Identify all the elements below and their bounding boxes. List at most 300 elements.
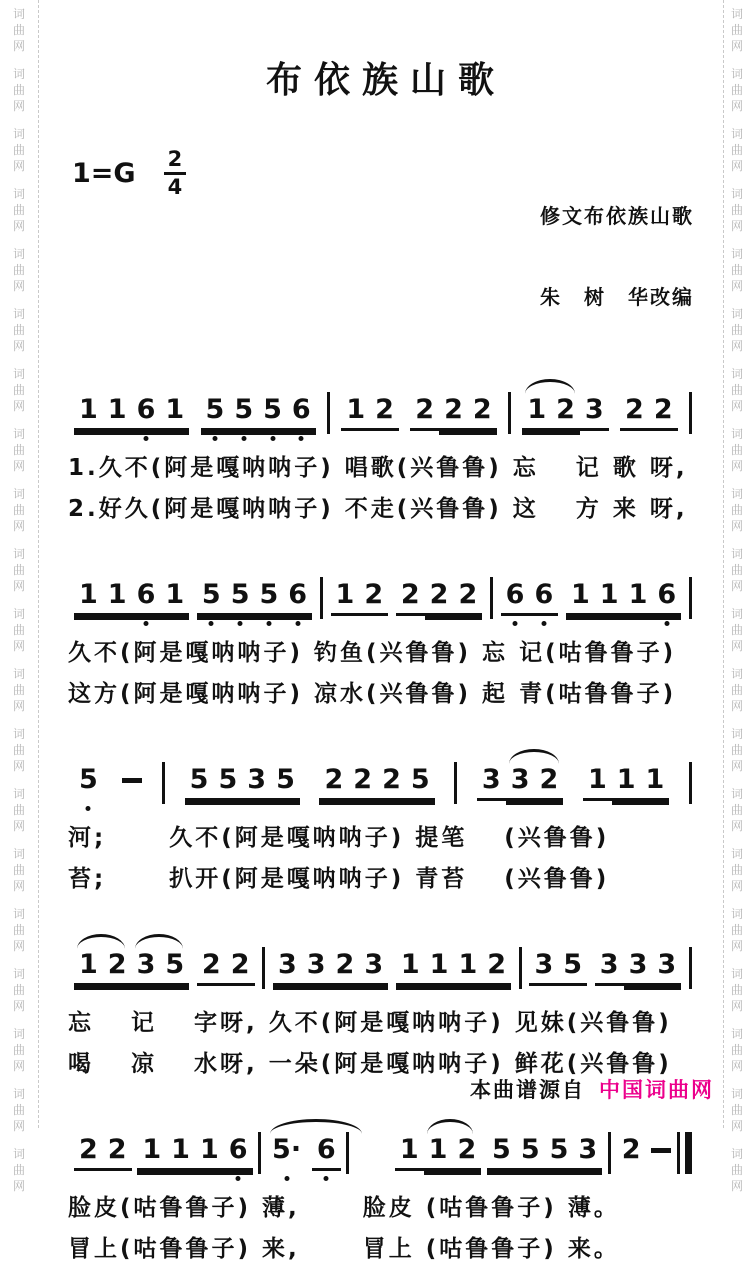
watermark-group (731, 488, 743, 533)
watermark-char: 曲 (12, 23, 25, 37)
barline (508, 392, 511, 434)
barline (262, 947, 265, 989)
note-token: 1 (566, 580, 595, 616)
note-token: 5· (267, 1135, 306, 1168)
note-token: 5 (197, 580, 226, 616)
watermark-group (13, 908, 25, 953)
barline (320, 577, 323, 619)
watermark-char: 词 (12, 847, 25, 861)
note-token: 2 (319, 765, 348, 801)
watermark-char: 网 (730, 99, 743, 113)
note-token: 5 (258, 395, 287, 431)
note-token: 2 (103, 1135, 132, 1171)
watermark-char: 网 (12, 1179, 25, 1193)
watermark-char: 词 (730, 1027, 743, 1041)
barline (454, 762, 457, 804)
note-token: 1 (166, 1135, 195, 1171)
barline (162, 762, 165, 804)
watermark-char: 网 (730, 519, 743, 533)
lyric-line: 苔; 扒开(阿是嘎呐呐子) 青苔 (兴鲁鲁) (68, 866, 610, 892)
note-group (529, 950, 587, 986)
watermark-char: 曲 (730, 503, 743, 517)
note-token: 1 (425, 950, 454, 986)
footer-prefix: 本曲谱源自 (470, 1078, 585, 1102)
note-group (617, 1135, 646, 1168)
watermark-group (13, 788, 25, 833)
lyric-line: 久不(阿是嘎呐呐子) 钓鱼(兴鲁鲁) 忘 记(咕鲁鲁子) (68, 640, 677, 666)
watermark-group (13, 668, 25, 713)
note-token: 6 (501, 580, 530, 616)
watermark-char: 网 (12, 399, 25, 413)
watermark-group (13, 1148, 25, 1193)
watermark-char: 网 (730, 699, 743, 713)
watermark-char: 网 (730, 639, 743, 653)
note-token: 1 (583, 765, 612, 801)
watermark-char: 词 (730, 187, 743, 201)
watermark-char: 词 (730, 607, 743, 621)
watermark-char: 词 (730, 967, 743, 981)
note-token: 5 (545, 1135, 574, 1171)
note-group (185, 765, 300, 801)
watermark-char: 曲 (730, 1103, 743, 1117)
watermark-group (731, 248, 743, 293)
watermark-char: 曲 (730, 863, 743, 877)
watermark-group (731, 1028, 743, 1073)
note-token: 2 (649, 395, 678, 431)
watermark-char: 网 (12, 579, 25, 593)
note-row (60, 765, 700, 804)
note-group (583, 765, 669, 801)
watermark-group (731, 848, 743, 893)
note-group (74, 950, 189, 986)
note-token: 2 (425, 580, 454, 616)
watermark-char: 曲 (12, 503, 25, 517)
barline (608, 1132, 611, 1174)
note-token: 2 (348, 765, 377, 801)
watermark-char: 网 (730, 39, 743, 53)
watermark-group (13, 368, 25, 413)
dash-extension (651, 1148, 671, 1153)
watermark-char: 词 (12, 547, 25, 561)
watermark-char: 曲 (12, 743, 25, 757)
note-token: 3 (573, 1135, 602, 1171)
watermark-group (13, 1088, 25, 1133)
note-group (477, 765, 563, 801)
note-token: 1 (595, 580, 624, 616)
note-group (331, 580, 389, 616)
credit-line-1: 修文布依族山歌 (540, 204, 694, 228)
key-label: 1=G (72, 158, 136, 189)
watermark-group (731, 608, 743, 653)
watermark-char: 曲 (12, 263, 25, 277)
watermark-char: 词 (730, 667, 743, 681)
note-token: 6 (283, 580, 312, 616)
watermark-char: 网 (12, 459, 25, 473)
watermark-char: 网 (12, 879, 25, 893)
note-token: 2 (197, 950, 226, 986)
barline (689, 392, 692, 434)
watermark-char: 网 (12, 699, 25, 713)
watermark-group (731, 308, 743, 353)
note-token: 1 (522, 395, 551, 431)
lyric-line: 忘 记 字呀, 久不(阿是嘎呐呐子) 见妹(兴鲁鲁) (68, 1010, 672, 1036)
slur-arc (77, 934, 125, 949)
note-token: 2 (453, 580, 482, 616)
watermark-char: 曲 (730, 743, 743, 757)
note-group (410, 395, 496, 431)
note-token: 1 (641, 765, 670, 801)
watermark-char: 词 (12, 427, 25, 441)
watermark-char: 网 (730, 759, 743, 773)
lyric-line: 冒上(咕鲁鲁子) 来, 冒上 (咕鲁鲁子) 来。 (68, 1236, 620, 1262)
watermark-char: 词 (12, 1147, 25, 1161)
watermark-char: 词 (730, 487, 743, 501)
note-token: 5 (487, 1135, 516, 1171)
note-token: 6 (312, 1135, 341, 1171)
note-token: 5 (160, 950, 189, 986)
note-token: 3 (242, 765, 271, 801)
barline (519, 947, 522, 989)
slur-arc (509, 749, 559, 764)
note-token: 2 (396, 580, 425, 616)
watermark-char: 网 (730, 399, 743, 413)
note-token: 1 (103, 395, 132, 431)
watermark-group (13, 488, 25, 533)
watermark-char: 网 (730, 819, 743, 833)
score-header (60, 149, 700, 365)
watermark-char: 网 (12, 819, 25, 833)
note-token: 2 (377, 765, 406, 801)
left-watermark-column (0, 0, 39, 1193)
watermark-char: 网 (12, 219, 25, 233)
right-watermark-column (723, 0, 750, 1193)
note-token: 6 (287, 395, 316, 431)
note-token: 2 (620, 395, 649, 431)
watermark-char: 曲 (730, 983, 743, 997)
watermark-group (13, 968, 25, 1013)
note-group (74, 765, 103, 798)
note-token: 5 (74, 765, 103, 798)
watermark-char: 词 (730, 547, 743, 561)
note-token: 5 (271, 765, 300, 801)
watermark-char: 词 (730, 907, 743, 921)
music-system (60, 395, 700, 530)
watermark-char: 词 (12, 67, 25, 81)
slur-arc (427, 1119, 473, 1134)
watermark-char: 词 (12, 907, 25, 921)
watermark-char: 网 (12, 159, 25, 173)
note-token: 5 (558, 950, 587, 986)
watermark-group (13, 188, 25, 233)
watermark-char: 网 (730, 1059, 743, 1073)
note-token: 2 (621, 1134, 641, 1165)
watermark-group (13, 428, 25, 473)
note-group (312, 1135, 341, 1171)
note-token: 3 (477, 765, 506, 801)
spacer (355, 1135, 389, 1136)
note-token: 3 (624, 950, 653, 986)
watermark-group (13, 848, 25, 893)
note-token: 2 (551, 395, 580, 431)
note-group (395, 1135, 481, 1171)
music-system (60, 765, 700, 900)
watermark-group (731, 1148, 743, 1193)
watermark-group (731, 368, 743, 413)
watermark-char: 网 (12, 39, 25, 53)
watermark-char: 网 (730, 1179, 743, 1193)
note-group (487, 1135, 602, 1171)
note-token: 1 (195, 1135, 224, 1171)
note-token: 2 (226, 950, 255, 986)
watermark-char: 曲 (12, 563, 25, 577)
watermark-char: 曲 (12, 1103, 25, 1117)
note-group (197, 950, 255, 986)
watermark-group (731, 68, 743, 113)
watermark-char: 曲 (12, 323, 25, 337)
note-token: 5 (229, 395, 258, 431)
note-group (267, 1135, 306, 1168)
note-token: 3 (529, 950, 558, 986)
watermark-char: 词 (12, 187, 25, 201)
note-group (74, 1135, 132, 1171)
note-token: 1 (137, 1135, 166, 1171)
watermark-group (13, 308, 25, 353)
note-token: 6 (224, 1135, 253, 1171)
note-group (74, 580, 189, 616)
watermark-char: 曲 (12, 923, 25, 937)
watermark-char: 词 (12, 787, 25, 801)
watermark-char: 曲 (730, 563, 743, 577)
note-token: 5 (255, 580, 284, 616)
note-token: 1 (331, 580, 360, 616)
time-denominator: 4 (167, 175, 183, 199)
barline (689, 577, 692, 619)
note-group (620, 395, 678, 431)
watermark-char: 网 (730, 999, 743, 1013)
watermark-char: 词 (12, 667, 25, 681)
note-token: 2 (370, 395, 399, 431)
key-signature (72, 149, 186, 198)
watermark-char: 词 (730, 307, 743, 321)
watermark-char: 网 (12, 339, 25, 353)
note-token: 1 (395, 1135, 424, 1171)
watermark-group (13, 1028, 25, 1073)
watermark-char: 网 (12, 939, 25, 953)
note-token: 2 (74, 1135, 103, 1171)
watermark-char: 曲 (730, 1043, 743, 1057)
note-token: 1 (396, 950, 425, 986)
note-token: 5 (213, 765, 242, 801)
note-row (60, 1135, 700, 1174)
note-token: 1 (341, 395, 370, 431)
watermark-char: 曲 (730, 803, 743, 817)
note-token: 1 (103, 580, 132, 616)
watermark-char: 词 (12, 1087, 25, 1101)
watermark-char: 曲 (730, 23, 743, 37)
note-token: 2 (331, 950, 360, 986)
watermark-char: 曲 (12, 1163, 25, 1177)
watermark-group (731, 128, 743, 173)
watermark-char: 曲 (730, 143, 743, 157)
watermark-char: 曲 (730, 263, 743, 277)
watermark-char: 曲 (12, 863, 25, 877)
watermark-char: 曲 (730, 323, 743, 337)
watermark-char: 网 (730, 939, 743, 953)
watermark-group (731, 188, 743, 233)
note-group (137, 1135, 252, 1171)
watermark-group (731, 428, 743, 473)
note-group (501, 580, 559, 616)
note-token: 6 (652, 580, 681, 616)
watermark-group (731, 728, 743, 773)
watermark-char: 网 (12, 99, 25, 113)
watermark-group (731, 908, 743, 953)
watermark-char: 网 (730, 339, 743, 353)
note-group (396, 580, 482, 616)
watermark-char: 词 (730, 847, 743, 861)
credit-line-2: 朱 树 华改编 (540, 285, 694, 309)
lyric-line: 喝 凉 水呀, 一朵(阿是嘎呐呐子) 鲜花(兴鲁鲁) (68, 1051, 672, 1077)
barline (689, 947, 692, 989)
watermark-char: 网 (12, 639, 25, 653)
watermark-group (13, 8, 25, 53)
watermark-char: 曲 (12, 983, 25, 997)
note-token: 6 (132, 580, 161, 616)
watermark-char: 词 (12, 967, 25, 981)
music-system (60, 580, 700, 715)
watermark-char: 网 (730, 1119, 743, 1133)
watermark-char: 曲 (730, 383, 743, 397)
watermark-char: 网 (12, 759, 25, 773)
watermark-group (731, 1088, 743, 1133)
watermark-char: 词 (12, 7, 25, 21)
note-group (341, 395, 399, 431)
barline (346, 1132, 349, 1174)
watermark-char: 曲 (730, 683, 743, 697)
note-token: 1 (424, 1135, 453, 1171)
slur-arc (135, 934, 183, 949)
note-token: 1 (74, 950, 103, 986)
barline (327, 392, 330, 434)
watermark-group (13, 548, 25, 593)
watermark-char: 曲 (12, 203, 25, 217)
watermark-char: 曲 (730, 623, 743, 637)
note-group (566, 580, 681, 616)
watermark-char: 网 (12, 1119, 25, 1133)
watermark-group (13, 128, 25, 173)
note-token: 1 (74, 580, 103, 616)
lyric-line: 2.好久(阿是嘎呐呐子) 不走(兴鲁鲁) 这 方 来 呀, (68, 496, 688, 522)
note-token: 5 (185, 765, 214, 801)
note-row (60, 950, 700, 989)
footer-brand: 中国词曲网 (599, 1078, 714, 1102)
note-row (60, 395, 700, 434)
music-system (60, 950, 700, 1085)
watermark-char: 曲 (12, 623, 25, 637)
barline (689, 762, 692, 804)
lyric-line: 这方(阿是嘎呐呐子) 凉水(兴鲁鲁) 起 青(咕鲁鲁子) (68, 681, 677, 707)
dash-extension (122, 778, 142, 783)
watermark-char: 曲 (730, 923, 743, 937)
watermark-char: 词 (12, 367, 25, 381)
watermark-char: 词 (12, 607, 25, 621)
watermark-char: 词 (730, 1087, 743, 1101)
lyric-line: 脸皮(咕鲁鲁子) 薄, 脸皮 (咕鲁鲁子) 薄。 (68, 1195, 620, 1221)
note-token: 5 (226, 580, 255, 616)
watermark-group (731, 788, 743, 833)
note-token: 6 (529, 580, 558, 616)
note-token: 2 (439, 395, 468, 431)
watermark-char: 词 (12, 727, 25, 741)
watermark-group (731, 548, 743, 593)
note-token: 1 (612, 765, 641, 801)
watermark-char: 词 (730, 1147, 743, 1161)
watermark-char: 词 (730, 67, 743, 81)
watermark-char: 词 (730, 727, 743, 741)
watermark-char: 网 (730, 279, 743, 293)
note-token: 3 (132, 950, 161, 986)
note-token: 3 (506, 765, 535, 801)
watermark-group (13, 728, 25, 773)
barline (258, 1132, 261, 1174)
note-token: 3 (359, 950, 388, 986)
watermark-char: 网 (12, 279, 25, 293)
note-token: 2 (452, 1135, 481, 1171)
note-token: 2 (482, 950, 511, 986)
note-token: 5 (516, 1135, 545, 1171)
watermark-char: 曲 (12, 383, 25, 397)
watermark-char: 词 (730, 127, 743, 141)
note-token: 2 (468, 395, 497, 431)
note-group (197, 580, 312, 616)
watermark-char: 曲 (12, 83, 25, 97)
note-token: 3 (580, 395, 609, 431)
watermark-char: 曲 (12, 803, 25, 817)
note-token: 2 (410, 395, 439, 431)
watermark-char: 曲 (730, 1163, 743, 1177)
final-barline (677, 1132, 692, 1174)
watermark-group (731, 668, 743, 713)
watermark-char: 词 (730, 7, 743, 21)
time-numerator: 2 (164, 149, 187, 175)
note-group (273, 950, 388, 986)
note-token: 1 (453, 950, 482, 986)
note-token: 6 (132, 395, 161, 431)
song-title: 布依族山歌 (265, 60, 506, 101)
music-system (60, 1135, 700, 1270)
note-token: 3 (273, 950, 302, 986)
note-token: 3 (302, 950, 331, 986)
watermark-char: 曲 (12, 443, 25, 457)
note-group (201, 395, 316, 431)
watermark-char: 网 (12, 519, 25, 533)
footer (470, 1074, 714, 1104)
lyric-line: 1.久不(阿是嘎呐呐子) 唱歌(兴鲁鲁) 忘 记 歌 呀, (68, 455, 688, 481)
watermark-char: 曲 (730, 83, 743, 97)
watermark-char: 词 (12, 127, 25, 141)
watermark-char: 词 (12, 247, 25, 261)
note-token: 1 (624, 580, 653, 616)
watermark-char: 网 (730, 159, 743, 173)
note-token: 1 (74, 395, 103, 431)
note-token: 2 (535, 765, 564, 801)
watermark-group (13, 68, 25, 113)
barline (490, 577, 493, 619)
watermark-char: 网 (12, 1059, 25, 1073)
note-group (74, 395, 189, 431)
watermark-group (731, 8, 743, 53)
note-group (595, 950, 681, 986)
